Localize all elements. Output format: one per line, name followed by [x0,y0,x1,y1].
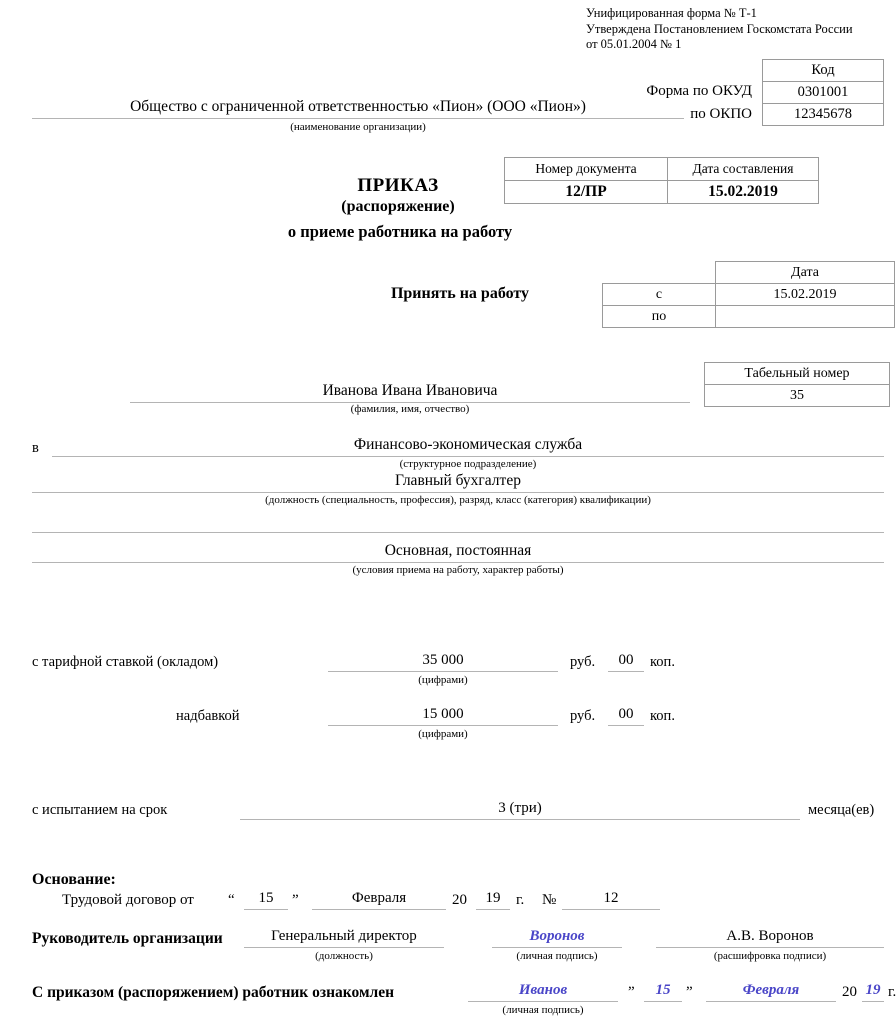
organization-name: Общество с ограниченной ответственностью «Пион» (ООО «Пион») [32,98,684,119]
hire-date-corner [603,262,716,284]
acknowledgement-signature: Иванов [468,982,618,1002]
order-subtitle: (распоряжение) [341,198,455,215]
bonus-rub-label: руб. [570,708,596,724]
bonus-caption: (цифрами) [418,728,468,740]
personnel-number-value: 35 [705,385,890,407]
table-row [763,104,884,126]
head-signature: Воронов [492,928,622,948]
code-table-header: Код [763,60,884,82]
salary-value: 35 000 [328,652,558,672]
salary-label: с тарифной ставкой (окладом) [32,654,219,670]
table-row [603,262,895,284]
salary-rub-label: руб. [570,654,596,670]
contract-month: Февраля [312,890,446,910]
form-meta-line-2: Утверждена Постановлением Госкомстата России [586,21,853,36]
ack-year-prefix: 20 [842,984,857,1000]
contract-year-suffix: г. [516,892,525,908]
okud-value: 0301001 [763,82,884,104]
table-row [603,284,895,306]
hire-to-label: по [603,306,716,328]
probation-value: 3 (три) [240,800,800,820]
in-label: в [32,440,39,456]
hire-from-value: 15.02.2019 [716,284,895,306]
head-label: Руководитель организации [32,930,223,947]
position-extra-line [32,512,884,533]
job-title: Главный бухгалтер [32,472,884,493]
hire-date-header: Дата [716,262,895,284]
ack-quote-close: ” [686,984,693,1000]
hire-from-label: с [603,284,716,306]
form-meta-block [586,6,892,53]
contract-quote-close: ” [292,892,299,908]
salary-kop-label: коп. [650,654,675,670]
probation-label: с испытанием на срок [32,802,168,818]
department-caption: (структурное подразделение) [399,458,537,470]
okpo-label: по ОКПО [690,106,752,122]
contract-label: Трудовой договор от [62,892,194,908]
head-name: А.В. Воронов [656,928,884,948]
doc-number-value: 12/ПР [505,181,668,204]
table-row [505,158,819,181]
ack-day: 15 [644,982,682,1002]
table-row [705,385,890,407]
department-name: Финансово-экономическая служба [52,436,884,457]
bonus-kop-value: 00 [608,706,644,726]
ack-year: 19 [862,982,884,1002]
bonus-kop-label: коп. [650,708,675,724]
probation-unit: месяца(ев) [808,802,875,818]
employee-name-caption: (фамилия, имя, отчество) [350,403,470,415]
okud-label: Форма по ОКУД [646,83,752,99]
table-row [763,82,884,104]
organization-name-caption: (наименование организации) [290,121,426,133]
bonus-label: надбавкой [176,708,240,724]
doc-date-header: Дата составления [668,158,819,181]
personnel-number-table [704,362,890,407]
head-position: Генеральный директор [244,928,444,948]
contract-number-sign: № [542,892,557,908]
form-meta-line-3: от 05.01.2004 № 1 [586,37,682,51]
ack-year-suffix: г. [888,984,896,1000]
table-row [705,363,890,385]
order-number-date-table [504,157,819,204]
contract-year: 19 [476,890,510,910]
salary-kop-value: 00 [608,652,644,672]
table-row [763,60,884,82]
okpo-value: 12345678 [763,104,884,126]
table-row [603,306,895,328]
contract-quote-open: “ [228,892,235,908]
personnel-number-header: Табельный номер [705,363,890,385]
work-conditions: Основная, постоянная [32,542,884,563]
grounds-title: Основание: [32,871,116,888]
order-title: ПРИКАЗ [357,175,439,196]
employee-full-name: Иванова Ивана Ивановича [130,382,690,403]
hire-date-table [602,261,895,328]
acknowledgement-signature-caption: (личная подпись) [502,1004,584,1016]
order-about: о приеме работника на работу [287,222,513,241]
head-signature-caption: (личная подпись) [516,950,598,962]
contract-year-prefix: 20 [452,892,467,908]
work-conditions-caption: (условия приема на работу, характер работы) [352,564,564,576]
hire-to-value [716,306,895,328]
doc-number-header: Номер документа [505,158,668,181]
head-name-caption: (расшифровка подписи) [713,950,827,962]
doc-date-value: 15.02.2019 [668,181,819,204]
table-row [505,181,819,204]
ack-quote-open: ” [628,984,635,1000]
contract-day: 15 [244,890,288,910]
salary-caption: (цифрами) [418,674,468,686]
job-title-caption: (должность (специальность, профессия), разряд, класс (категория) квалификации) [265,494,651,506]
hire-label: Принять на работу [390,285,530,302]
head-position-caption: (должность) [315,950,373,962]
ack-month: Февраля [706,982,836,1002]
acknowledgement-label: С приказом (распоряжением) работник ознакомлен [32,984,395,1001]
bonus-value: 15 000 [328,706,558,726]
code-table [762,59,884,126]
form-meta-line-1: Унифицированная форма № Т-1 [586,6,757,20]
contract-number: 12 [562,890,660,910]
